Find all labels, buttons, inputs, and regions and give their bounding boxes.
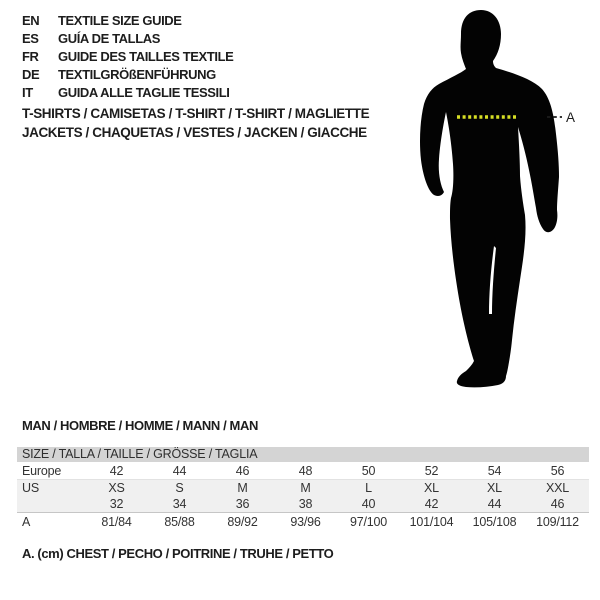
- row-label: A: [22, 514, 31, 529]
- category-line-jackets: JACKETS / CHAQUETAS / VESTES / JACKEN / GIACCHE: [22, 125, 367, 140]
- size-cell: 32: [109, 497, 124, 511]
- category-heading: [22, 104, 369, 142]
- size-cell: 52: [424, 463, 439, 478]
- language-code: ES: [22, 30, 39, 46]
- size-cell: 46: [235, 463, 250, 478]
- language-row-de: [22, 65, 233, 83]
- size-cell: 54: [487, 463, 502, 478]
- size-cell: 38: [298, 497, 313, 511]
- size-cell: 44: [487, 497, 502, 511]
- language-code: EN: [22, 12, 40, 28]
- language-row-es: [22, 29, 233, 47]
- table-row-europe: [17, 462, 589, 479]
- size-cell: XS: [108, 481, 125, 495]
- table-row-numeric: [17, 496, 589, 513]
- language-label: GUIDE DES TAILLES TEXTILE: [58, 48, 234, 64]
- language-code: DE: [22, 66, 40, 82]
- size-cell: 93/96: [290, 514, 321, 529]
- size-cell: 44: [172, 463, 187, 478]
- man-silhouette-body: [420, 10, 559, 387]
- size-cell: 97/100: [349, 514, 388, 529]
- measure-label-a: A: [566, 110, 576, 125]
- size-cell: 85/88: [164, 514, 195, 529]
- size-cell: 34: [172, 497, 187, 511]
- row-label: Europe: [22, 463, 62, 478]
- language-label: GUIDA ALLE TAGLIE TESSILI: [58, 84, 230, 100]
- language-code: IT: [22, 84, 33, 100]
- size-cell: XL: [487, 481, 502, 495]
- size-cell: 81/84: [101, 514, 132, 529]
- size-cell: 46: [550, 497, 565, 511]
- table-row-chest-a: [17, 513, 589, 530]
- size-cell: 109/112: [536, 514, 579, 529]
- section-title-man: MAN / HOMBRE / HOMME / MANN / MAN: [22, 418, 258, 433]
- size-cell: M: [237, 481, 248, 495]
- man-silhouette-figure: [408, 4, 576, 396]
- size-cell: 105/108: [472, 514, 517, 529]
- language-code: FR: [22, 48, 39, 64]
- size-cell: 36: [235, 497, 250, 511]
- size-table-header: SIZE / TALLA / TAILLE / GRÖSSE / TAGLIA: [17, 447, 589, 462]
- language-label: TEXTILGRÖßENFÜHRUNG: [58, 66, 216, 82]
- size-cell: 56: [550, 463, 565, 478]
- size-cell: 42: [109, 463, 124, 478]
- size-cell: 101/104: [409, 514, 454, 529]
- size-cell: XL: [424, 481, 439, 495]
- size-cell: 48: [298, 463, 313, 478]
- language-row-en: [22, 11, 233, 29]
- measurement-footnote: A. (cm) CHEST / PECHO / POITRINE / TRUHE / PETTO: [22, 546, 334, 561]
- size-cell: 50: [361, 463, 376, 478]
- size-cell: 40: [361, 497, 376, 511]
- size-cell: 89/92: [227, 514, 258, 529]
- size-cell: S: [175, 481, 184, 495]
- table-row-us: [17, 479, 589, 496]
- row-label: US: [22, 481, 39, 495]
- language-row-fr: [22, 47, 233, 65]
- language-label: TEXTILE SIZE GUIDE: [58, 12, 182, 28]
- size-cell: L: [365, 481, 372, 495]
- category-line-tshirts: T-SHIRTS / CAMISETAS / T-SHIRT / T-SHIRT / MAGLIETTE: [22, 106, 370, 121]
- language-label: GUÍA DE TALLAS: [58, 30, 161, 46]
- size-cell: XXL: [545, 481, 570, 495]
- language-list: [22, 11, 233, 101]
- man-silhouette-svg: [408, 4, 576, 396]
- language-row-it: [22, 83, 233, 101]
- size-cell: 42: [424, 497, 439, 511]
- size-cell: M: [300, 481, 311, 495]
- size-table: [17, 447, 589, 530]
